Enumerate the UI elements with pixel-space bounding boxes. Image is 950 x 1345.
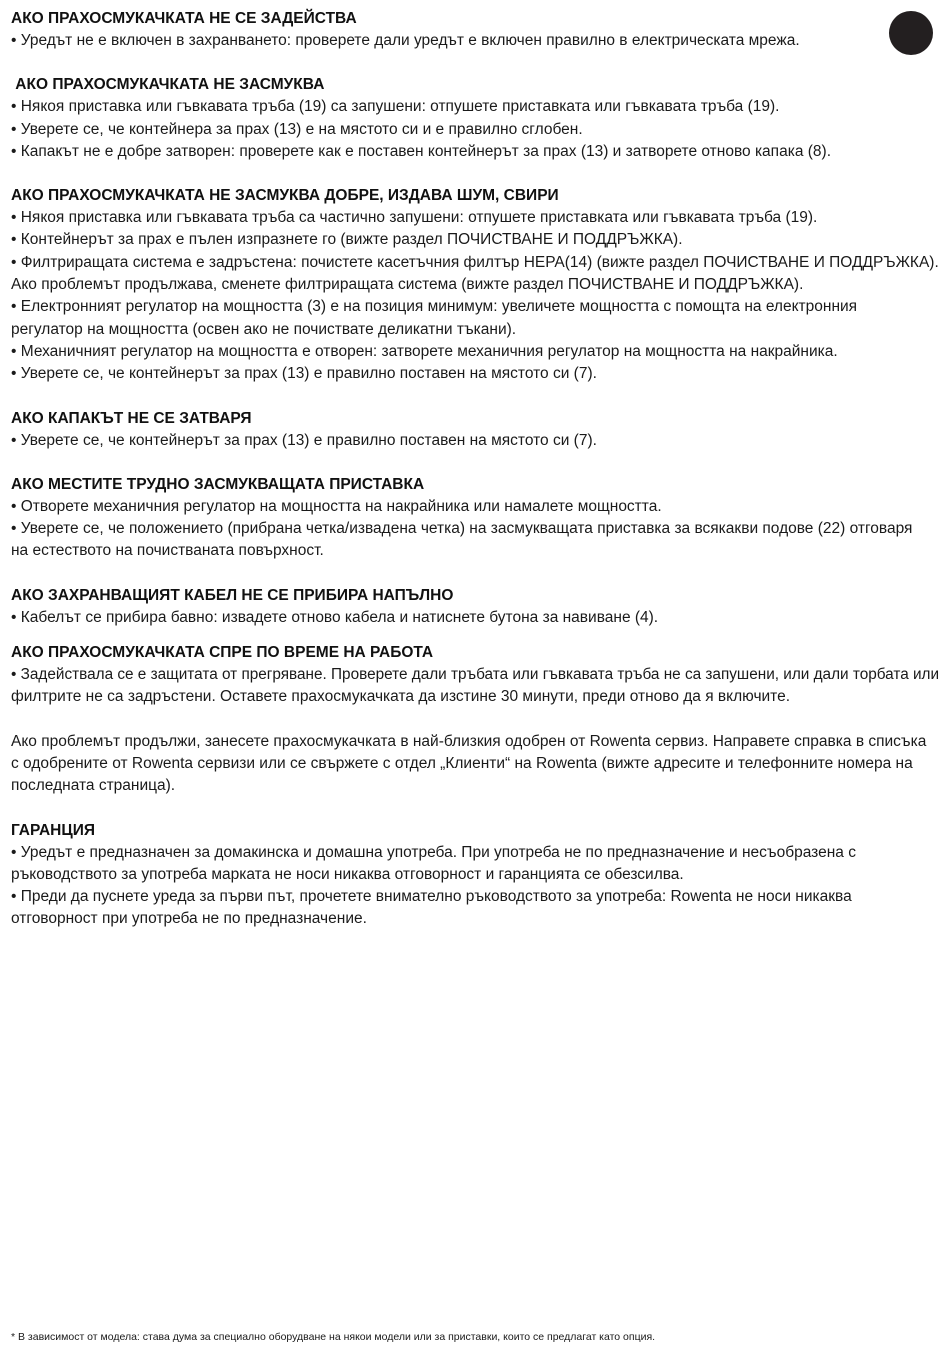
section-heading: АКО ПРАХОСМУКАЧКАТА НЕ СЕ ЗАДЕЙСТВА [11,10,357,27]
section-line: • Задействала се е защитата от прегряване. Проверете дали тръбата или гъвкавата тръба не са запушени, или дали торбата или [11,666,940,684]
section-line: с одобрените от Rowenta сервизи или се свържете с отдел „Клиенти“ на Rowenta (вижте адресите и телефонните номера на [11,754,913,772]
section-lid-not-closing [11,408,939,452]
section-weak-suction-noise [11,185,939,385]
section-line: • Филтриращата система е задръстена: почистете касетъчния филтър HEPA(14) (вижте раздел ПОЧИСТВАНЕ И ПОДДРЪЖКА). [11,253,939,271]
section-line: последната страница). [11,777,176,795]
section-line: • Преди да пуснете уреда за първи път, прочетете внимателно ръководството за употреба: Rowenta не носи никаква [11,888,852,906]
section-line: • Контейнерът за прах е пълен изпразнете го (вижте раздел ПОЧИСТВАНЕ И ПОДДРЪЖКА). [11,231,683,249]
section-not-starting [11,8,939,52]
section-line: • Механичният регулатор на мощността е отворен: затворете механичния регулатор на мощността на накрайника. [11,342,838,360]
section-line: • Някоя приставка или гъвкавата тръба са частично запушени: отпушете приставката или гъвкавата тръба (19). [11,209,818,227]
section-heading: ГАРАНЦИЯ [11,821,95,839]
section-service-note [11,731,939,798]
footnote: * В зависимост от модела: става дума за специално оборудване на някои модели или за приставки, които се предлагат като опция. [11,1331,656,1343]
section-no-suction [11,74,939,163]
section-line: • Уверете се, че контейнерът за прах (13) е правилно поставен на мястото си (7). [11,365,597,383]
section-cord-not-retracting [11,585,939,629]
section-line: Ако проблемът продължи, занесете прахосмукачката в най-близкия одобрен от Rowenta сервиз. Направете справка в списъка [11,732,927,750]
section-line: филтрите не са задръстени. Оставете прахосмукачката да изстине 30 минути, преди отново да я включите. [11,688,791,706]
section-line: отговорност при употреба не по предназначение. [11,910,367,928]
section-line: • Уредът е предназначен за домакинска и домашна употреба. При употреба не по предназначение и несъобразена с [11,843,856,861]
section-line: • Уверете се, че контейнерът за прах (13) е правилно поставен на мястото си (7). [11,431,597,449]
section-heading: АКО МЕСТИТЕ ТРУДНО ЗАСМУКВАЩАТА ПРИСТАВКА [11,475,425,493]
section-nozzle-hard-to-move [11,474,939,563]
section-line: • Електронният регулатор на мощността (3) е на позиция минимум: увеличете мощността с помощта на електронния [11,298,858,316]
section-line: ръководството за употреба марката не носи никаква отговорност и гаранцията се обезсилва. [11,865,684,883]
section-line: • Капакът не е добре затворен: проверете как е поставен контейнерът за прах (13) и затворете отново капака (8). [11,142,831,160]
section-line: • Уверете се, че контейнера за прах (13) е на мястото си и е правилно сглобен. [11,120,583,138]
section-heading: АКО ПРАХОСМУКАЧКАТА СПРЕ ПО ВРЕМЕ НА РАБОТА [11,644,434,662]
section-heading: АКО ПРАХОСМУКАЧКАТА НЕ ЗАСМУКВА ДОБРЕ, ИЗДАВА ШУМ, СВИРИ [11,187,559,205]
section-line: • Уверете се, че положението (прибрана четка/извадена четка) на засмукващата приставка за всякакви подове (22) отговаря [11,520,913,538]
section-warranty [11,820,939,931]
section-heading: АКО ПРАХОСМУКАЧКАТА НЕ ЗАСМУКВА [11,76,325,94]
section-stops-during-operation [11,642,939,709]
section-line: • Отворете механичния регулатор на мощността на накрайника или намалете мощността. [11,497,662,515]
document-body [11,8,939,931]
section-line: регулатор на мощността (освен ако не почиствате деликатни тъкани). [11,320,517,338]
section-heading: АКО КАПАКЪТ НЕ СЕ ЗАТВАРЯ [11,409,252,427]
section-heading: АКО ЗАХРАНВАЩИЯТ КАБЕЛ НЕ СЕ ПРИБИРА НАПЪЛНО [11,586,454,604]
section-line: • Уредът не е включен в захранването: проверете дали уредът е включен правилно в електрическата мрежа. [11,32,800,49]
section-line: Ако проблемът продължава, сменете филтриращата система (вижте раздел ПОЧИСТВАНЕ И ПОДДРЪЖКА). [11,276,804,294]
section-line: • Някоя приставка или гъвкавата тръба (19) са запушени: отпушете приставката или гъвкавата тръба (19). [11,98,780,116]
section-line: • Кабелът се прибира бавно: извадете отново кабела и натиснете бутона за навиване (4). [11,608,659,626]
section-line: на естеството на почистваната повърхност. [11,542,324,560]
